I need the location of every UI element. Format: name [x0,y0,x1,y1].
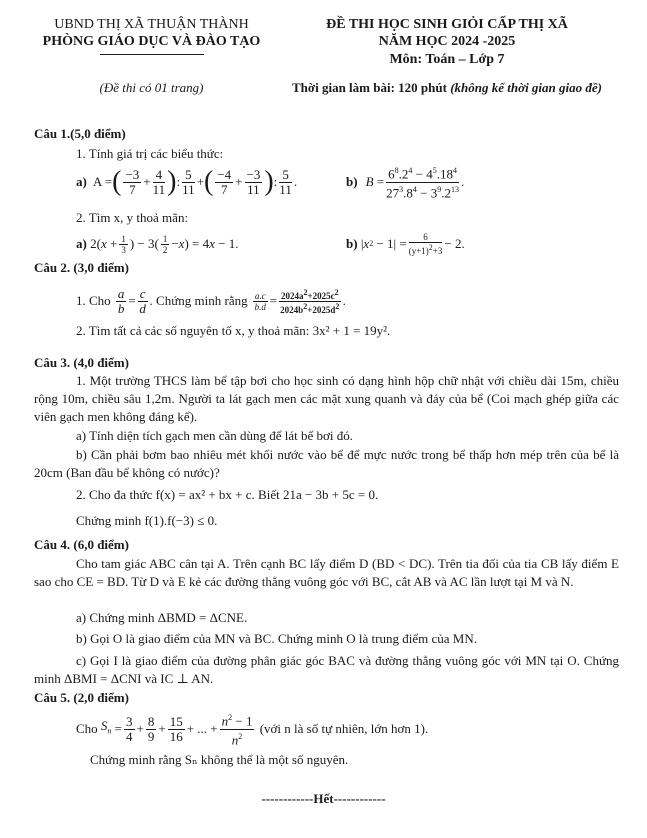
q3-part1: 1. Một trường THCS làm bể tập bơi cho học sinh có dạng hình hộp chữ nhật với chiều dài 15m, chiều rộng 10m, chiều sâu 1,2m. Người ta lát gạch men các mặt xung quanh và đáy của bể (Coi mạch ghép giữa các viên gạch men không đáng kể). [34,373,619,424]
q3-part3: Chứng minh f(1).f(−3) ≤ 0. [76,513,218,528]
q1-part2: 2. Tìm x, y thoả mãn: [76,210,189,225]
q2-p1-lead: 1. Cho [76,293,111,308]
q1-a-label: a) [76,174,87,189]
q5-part2: Chứng minh rằng Sₙ không thể là một số nguyên. [90,752,349,767]
q5-title: Câu 5. (2,0 điểm) [34,690,129,705]
q3-part2: 2. Cho đa thức f(x) = ax² + bx + c. Biết 21a − 3b + 5c = 0. [76,487,379,502]
header-authority: UBND THỊ XÃ THUẬN THÀNH [54,17,249,32]
q1-eq-a: a) 2( x + $\frac{1}{3}$ ) − 3( $\frac{1}{2}$ − x ) = 4 x − 1. [76,233,239,255]
q4-title: Câu 4. (6,0 điểm) [34,537,129,552]
q2-p1-mid: . Chứng minh rằng [149,293,248,308]
header-left-rule [100,54,204,55]
q2-title: Câu 2. (3,0 điểm) [34,260,129,275]
exam-title: ĐỀ THI HỌC SINH GIỎI CẤP THỊ XÃ [326,17,568,32]
q5-note: (với n là số tự nhiên, lớn hơn 1). [259,721,429,736]
q1-eq-b: b) | x 2 − 1| = $\frac{6}{(y+1)^2+3}$ − 2. [346,232,465,256]
q2-part1: 1. Cho $\frac{a}{b}$ = $\frac{c}{d}$ . Chứng minh rằng $\frac{a.c}{b.d}$ = $\frac{2024a^2+2025c^2}{2024b^2+2025d^2}$ . [76,285,346,316]
end-marker: ------------Hết------------ [261,791,386,806]
time-line [282,80,612,96]
q3-title: Câu 3. (4,0 điểm) [34,355,129,370]
header-right [282,16,612,68]
q4-part-b: b) Gọi O là giao điểm của MN và BC. Chứng minh O là trung điểm của MN. [76,631,477,646]
q5-lead: Cho [76,721,98,736]
q1-part1: 1. Tính giá trị các biểu thức: [76,146,224,161]
header-page-note: (Đề thi có 01 trang) [99,80,204,95]
subject: Môn: Toán – Lớp 7 [389,52,505,67]
time-label: Thời gian làm bài: 120 phút [292,80,447,95]
header-department: PHÒNG GIÁO DỤC VÀ ĐÀO TẠO [42,34,261,49]
time-note: (không kể thời gian giao đề) [450,80,602,95]
q3-part1-a: a) Tính diện tích gạch men cần dùng để lát bể bơi đó. [76,428,354,443]
q4-part-c: c) Gọi I là giao điểm của đường phân giác góc BAC và đường thẳng vuông góc với MN tại O. Chứng minh ΔBMI = ΔCNI và IC ⊥ AN. [34,653,619,686]
q1-expr-a: a) A = ( $\frac{-3}{7}$ + $\frac{4}{11}$ ) : $\frac{5}{11}$ + ( $\frac{-4}{7}$ + $\frac{-3}{11}$ ) : $\frac{5}{11}$ . [76,166,298,197]
q4-part1: Cho tam giác ABC cân tại A. Trên cạnh BC lấy điểm D (BD < DC). Trên tia đối của tia CB lấy điểm E sao cho CE = BD. Từ D và E kẻ các đường thẳng vuông góc với BC, cắt AB và AC lần lượt tại M và N. [34,556,619,589]
school-year: NĂM HỌC 2024 -2025 [378,34,516,49]
q3-part1-b: b) Cần phải bơm bao nhiêu mét khối nước vào bể để mực nước trong bể thấp hơn mép trên của bể là 20cm (Ban đầu bể không có nước)? [34,447,619,480]
q2-part2: 2. Tìm tất cả các số nguyên tố x, y thoả mãn: 3x² + 1 = 19y². [76,323,391,338]
header-left [34,16,269,50]
q1-title: Câu 1.(5,0 điểm) [34,126,126,141]
q5-part1: Cho $S_n$ = $\frac{3}{4}$ + $\frac{8}{9}$ + $\frac{15}{16}$ + ... + $\frac{n^2 - 1}{n^2}$ (với n là số tự nhiên, lớn hơn 1). [76,713,429,747]
q1-expr-b: b) B = $\frac{6^8.2^4 - 4^5.18^4}{27^3.8^4 - 3^9.2^{13}}$ . [346,166,465,200]
q1-b-label: b) [346,174,358,189]
q4-part-a: a) Chứng minh ΔBMD = ΔCNE. [76,610,248,625]
